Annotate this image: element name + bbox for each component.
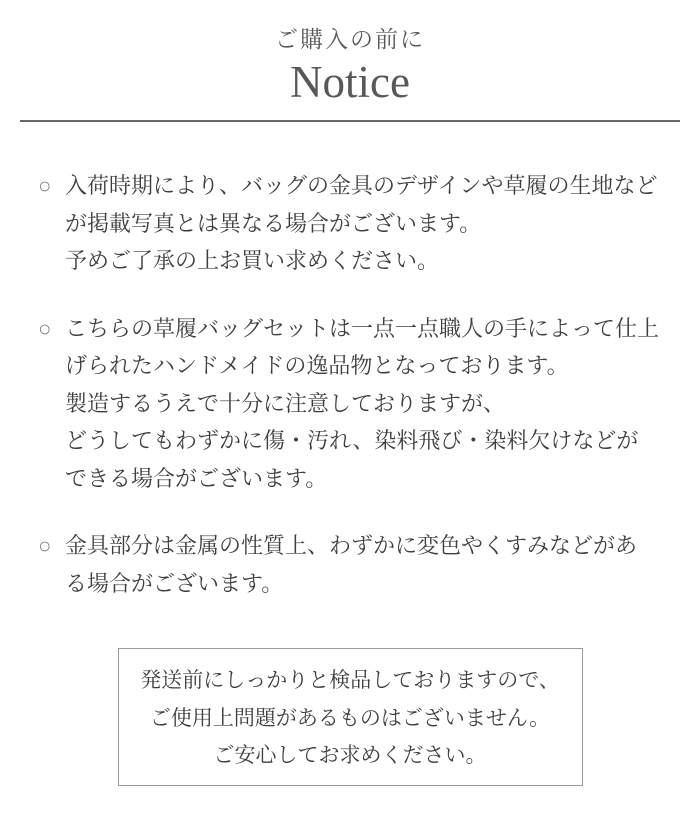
notice-text-line: こちらの草履バッグセットは一点一点職人の手によって仕上 [65, 315, 660, 341]
page-title: Notice [290, 57, 410, 107]
assurance-box [118, 648, 583, 786]
notice-list [0, 122, 700, 602]
notice-text-line: どうしてもわずかに傷・汚れ、染料飛び・染料欠けなどが [65, 428, 639, 453]
notice-header [0, 0, 700, 106]
notice-text-line: 予めご了承の上お買い求めください。 [65, 248, 440, 273]
bullet-circle-icon: ○ [38, 533, 52, 558]
notice-text-line: できる場合がございます。 [65, 465, 328, 491]
notice-item-2 [38, 310, 672, 498]
assurance-text-line: ご使用上問題があるものはございません。 [149, 706, 551, 730]
assurance-text-line: 発送前にしっかりと検品しておりますので、 [140, 669, 560, 692]
notice-text [65, 310, 672, 498]
bullet-circle-icon: ○ [38, 173, 52, 198]
notice-text [65, 167, 672, 280]
header-subtitle-ja: ご購入の前に [275, 27, 425, 52]
notice-text-line: る場合がございます。 [65, 570, 284, 596]
notice-text [65, 527, 672, 602]
notice-text-line: が掲載写真とは異なる場合がございます。 [65, 210, 482, 236]
notice-text-line: 金具部分は金属の性質上、わずかに変色やくすみなどがあ [65, 533, 638, 558]
notice-text-line: 入荷時期により、バッグの金具のデザインや草履の生地など [65, 173, 658, 198]
assurance-text-line: ご安心してお求めください。 [213, 744, 487, 767]
bullet-circle-icon: ○ [38, 315, 52, 341]
notice-item-1 [38, 167, 672, 280]
notice-text-line: 製造するうえで十分に注意しておりますが、 [65, 390, 506, 416]
notice-text-line: げられたハンドメイドの逸品物となっております。 [65, 353, 569, 378]
notice-item-3 [38, 527, 672, 602]
